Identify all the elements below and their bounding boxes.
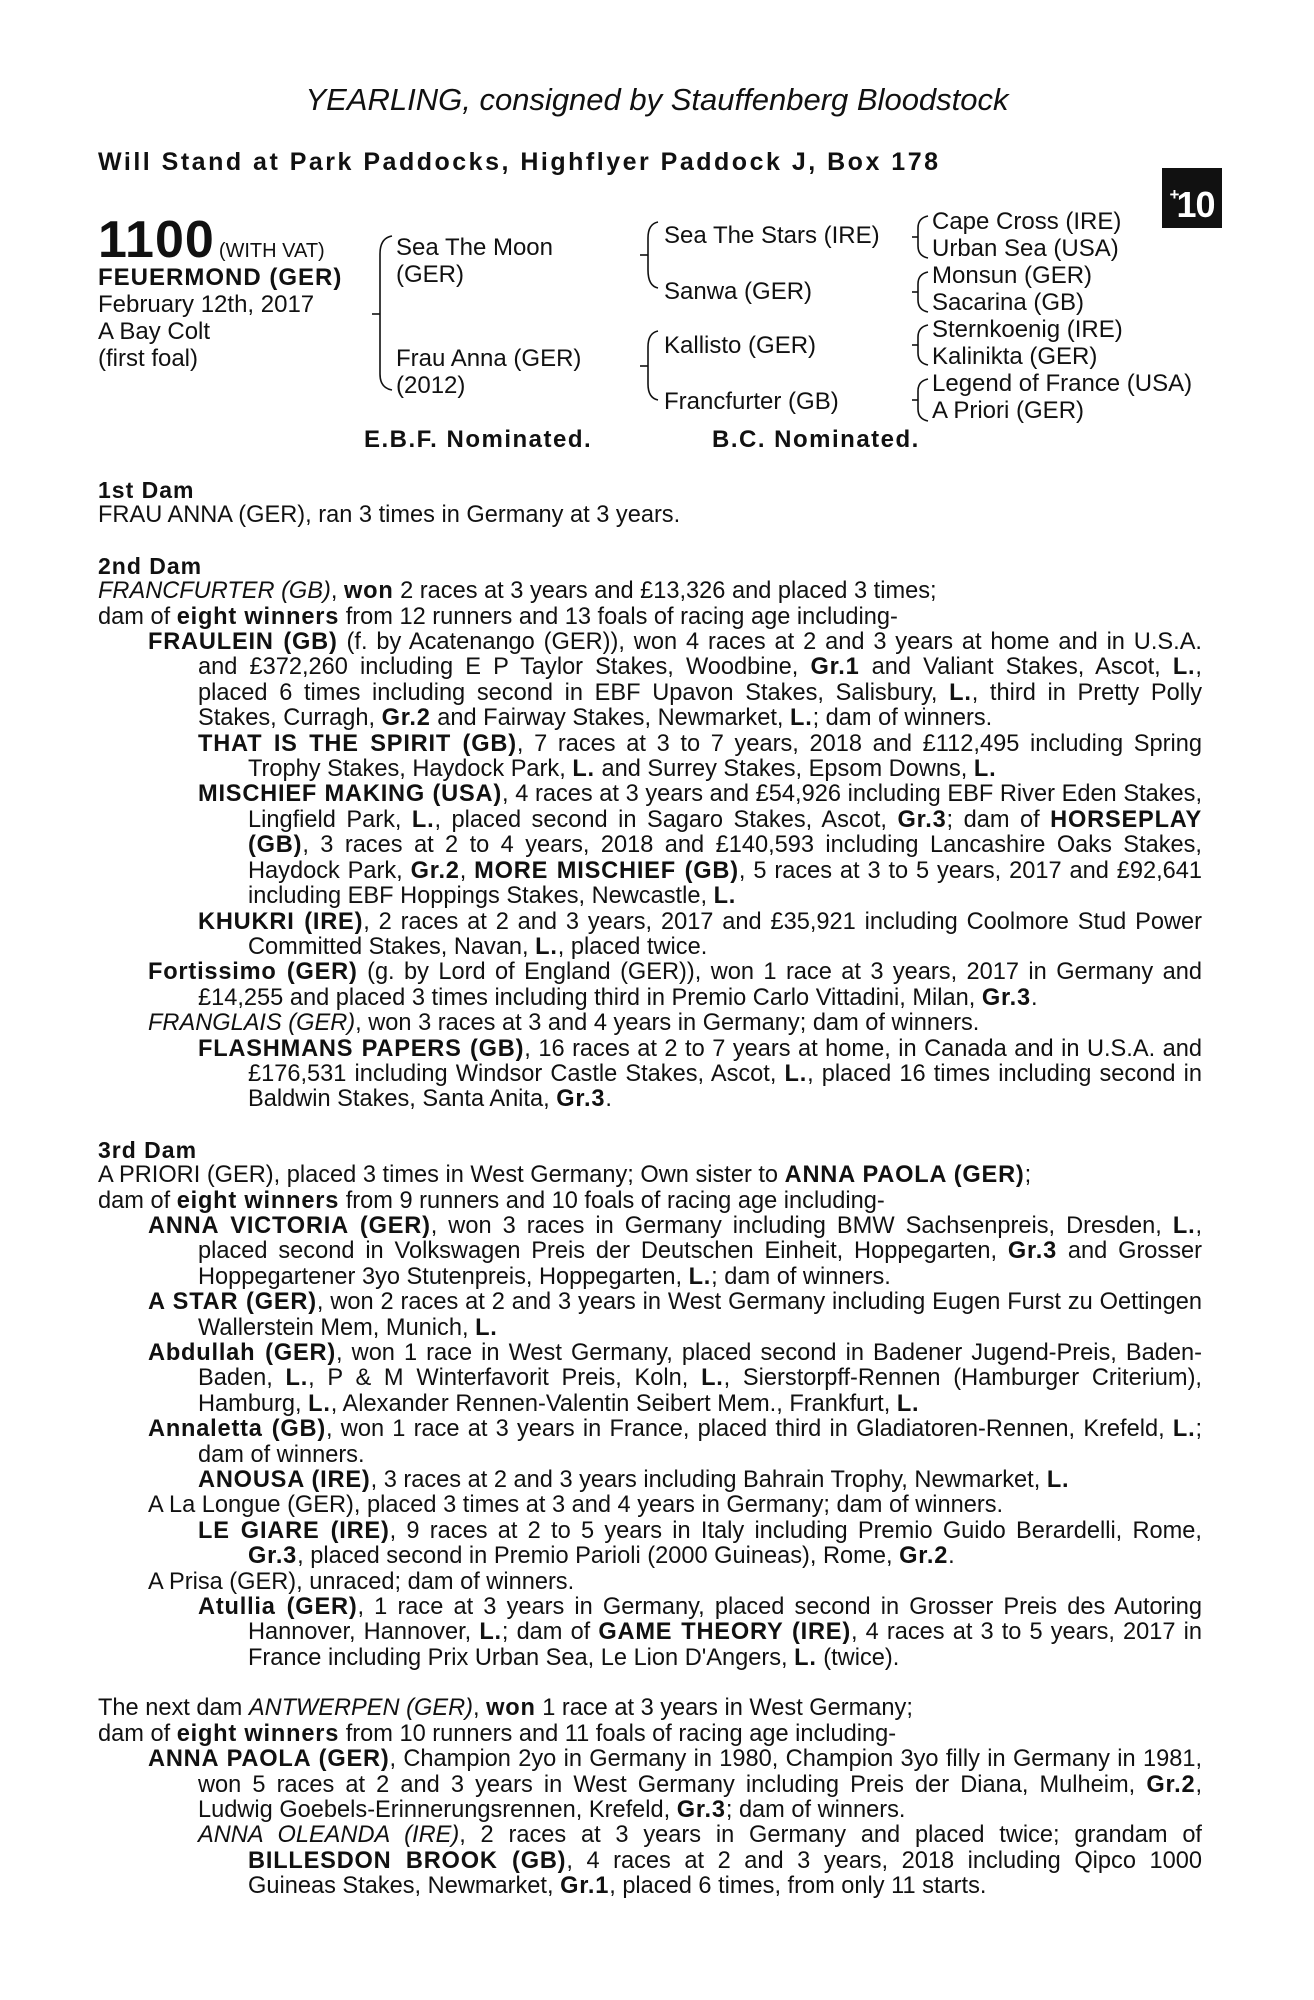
- t: , third in Pretty Polly Stakes, Curragh,: [198, 679, 1202, 732]
- t: , won 3 races in Germany including BMW Sachsenpreis, Dresden,: [430, 1212, 1173, 1239]
- entry-flashmans-papers: [98, 1037, 1202, 1113]
- second-dam-line1: [98, 579, 1202, 604]
- horse-name: ANNA VICTORIA (GER): [148, 1212, 431, 1239]
- sep: ,: [330, 578, 344, 605]
- family-text: [98, 478, 1202, 1900]
- grade: L.: [535, 933, 558, 960]
- grade: Gr.1: [560, 1873, 610, 1900]
- second-dam-heading: 2nd Dam: [98, 552, 203, 579]
- dam-dam: Francfurter (GB): [664, 388, 839, 415]
- t: (f. by Acatenango (GER)), won 4 races at 2 and 3 years at home and in U.S.A. and £372,260 including E P Taylor Stakes, Woodbine,: [198, 629, 1202, 681]
- won-label: won: [486, 1695, 536, 1722]
- horse-name: ANNA PAOLA (GER): [784, 1162, 1025, 1189]
- grade: L.: [285, 1365, 309, 1392]
- record: 2 races at 3 years and £13,326 and placed 3 times;: [393, 578, 937, 605]
- t: , Alexander Rennen-Valentin Seibert Mem., Frankfurt,: [330, 1390, 897, 1417]
- dam-name: Frau Anna (GER): [396, 345, 582, 372]
- t: ; dam of: [501, 1619, 599, 1646]
- entry-fortissimo: [98, 960, 1202, 1011]
- t: , 16 races at 2 to 7 years at home, in Canada and in U.S.A. and £176,531 including Windsor Castle Stakes, Ascot,: [248, 1035, 1202, 1087]
- sire-name: Sea The Moon: [396, 234, 553, 261]
- sire: [396, 234, 553, 288]
- t: , won 2 races at 2 and 3 years in West Germany including Eugen Furst zu Oettingen Wallerstein Mem, Munich,: [198, 1289, 1202, 1341]
- horse-name: FRANGLAIS (GER): [148, 1010, 356, 1037]
- t: from 9 runners and 10 foals of racing age including-: [339, 1187, 885, 1214]
- gen3-1: Cape Cross (IRE): [932, 208, 1122, 235]
- t: , 1 race at 3 years in Germany, placed second in Grosser Preis des Autoring Hannover, Hannover,: [248, 1594, 1202, 1646]
- grade: L.: [1172, 1416, 1196, 1443]
- t: , 4 races at 3 to 5 years, 2017 in France including Prix Urban Sea, Le Lion D'Angers,: [248, 1619, 1203, 1671]
- horse-name: BILLESDON BROOK (GB): [248, 1847, 567, 1874]
- third-dam-line1: [98, 1163, 1202, 1188]
- gen3-3: Monsun (GER): [932, 262, 1093, 289]
- t: , 2 races at 2 and 3 years, 2017 and £35,921 including Coolmore Stud Power Committed Stakes, Navan,: [248, 908, 1202, 960]
- first-dam-text: FRAU ANNA (GER), ran 3 times in Germany at 3 years.: [98, 502, 681, 529]
- horse-name: ANNA PAOLA (GER): [148, 1746, 390, 1773]
- grade: L.: [475, 1314, 498, 1341]
- t: , placed 6 times including second in EBF Upavon Stakes, Salisbury,: [198, 654, 1202, 706]
- horse-name: GAME THEORY (IRE): [598, 1619, 852, 1646]
- gen3-8: A Priori (GER): [932, 397, 1085, 424]
- winners-count: eight winners: [176, 1187, 340, 1214]
- horse-name: Annaletta (GB): [148, 1416, 327, 1443]
- bc-nominated: B.C. Nominated.: [712, 426, 920, 453]
- grade: L.: [701, 1365, 724, 1392]
- horse-name: ANOUSA (IRE): [198, 1467, 371, 1494]
- entry-franglais: [98, 1011, 1202, 1036]
- grade: Gr.2: [899, 1543, 949, 1570]
- horse-name: FRAULEIN (GB): [148, 629, 338, 656]
- horse-name: ANNA OLEANDA (IRE): [198, 1822, 460, 1849]
- horse-name: MORE MISCHIEF (GB): [474, 857, 739, 884]
- grade: L.: [794, 1644, 817, 1671]
- gen3-2: Urban Sea (USA): [932, 235, 1119, 262]
- horse-name: FEUERMOND (GER): [98, 264, 343, 291]
- horse-name: ANTWERPEN (GER): [248, 1695, 473, 1722]
- entry-anna-victoria: [98, 1214, 1202, 1290]
- horse-name: Atullia (GER): [198, 1594, 358, 1621]
- grade: Gr.2: [381, 705, 431, 732]
- t: ;: [1024, 1162, 1032, 1189]
- horse-name: THAT IS THE SPIRIT (GB): [198, 730, 517, 757]
- t: , placed second in Volkswagen Preis der Deutschen Einheit, Hoppegarten,: [198, 1212, 1202, 1265]
- grade: L.: [784, 1060, 808, 1087]
- entry-a-prisa: A Prisa (GER), unraced; dam of winners.: [148, 1568, 575, 1595]
- t: and Surrey Stakes, Epsom Downs,: [594, 756, 974, 783]
- entry-that-is-the-spirit: [98, 732, 1202, 783]
- second-dam-line2: [98, 605, 1202, 630]
- stand-location: Will Stand at Park Paddocks, Highflyer Paddock J, Box 178: [98, 148, 941, 176]
- t: , 4 races at 2 and 3 years, 2018 including Qipco 1000 Guineas Stakes, Newmarket,: [248, 1847, 1202, 1900]
- first-dam-heading: 1st Dam: [98, 477, 195, 503]
- t: , 7 races at 3 to 7 years, 2018 and £112,495 including Spring Trophy Stakes, Haydock Park,: [248, 730, 1203, 783]
- t: (twice).: [816, 1644, 900, 1671]
- grade: L.: [1172, 1212, 1196, 1239]
- grade: Gr.3: [1007, 1238, 1058, 1265]
- t: , 3 races at 2 and 3 years including Bahrain Trophy, Newmarket,: [370, 1467, 1047, 1494]
- t: (g. by Lord of England (GER)), won 1 race at 3 years, 2017 in Germany and £14,255 and placed 3 times including third in Premio Carlo Vittadini, Milan,: [198, 959, 1202, 1011]
- entry-anousa: [98, 1468, 1202, 1493]
- won-label: won: [344, 578, 394, 605]
- entry-a-star: [98, 1290, 1202, 1341]
- t: .: [605, 1086, 612, 1113]
- horse-name: KHUKRI (IRE): [198, 908, 364, 935]
- grade: Gr.3: [676, 1796, 726, 1823]
- gen3-7: Legend of France (USA): [932, 370, 1193, 397]
- dam-name: FRANCFURTER (GB): [98, 578, 331, 605]
- t: ; dam of winners.: [198, 1416, 1202, 1468]
- gen3-5: Sternkoenig (IRE): [932, 316, 1123, 343]
- t: ; dam of winners.: [725, 1796, 906, 1823]
- t: dam of: [98, 603, 177, 630]
- t: and Valiant Stakes, Ascot,: [859, 654, 1173, 681]
- grade: L.: [479, 1619, 502, 1646]
- next-dam-line1: [98, 1696, 1202, 1721]
- entry-abdullah: [98, 1341, 1202, 1417]
- t: , 4 races at 3 years and £54,926 including EBF River Eden Stakes, Lingfield Park,: [248, 781, 1203, 833]
- grade: L.: [411, 806, 435, 833]
- t: dam of: [98, 1720, 177, 1747]
- horse-name: MISCHIEF MAKING (USA): [198, 781, 503, 808]
- lot-number: 1100: [98, 211, 215, 269]
- t: and Fairway Stakes, Newmarket,: [430, 705, 790, 732]
- page-title: YEARLING, consigned by Stauffenberg Bloodstock: [305, 82, 1009, 117]
- entry-a-la-longue: A La Longue (GER), placed 3 times at 3 and 4 years in Germany; dam of winners.: [148, 1492, 1004, 1519]
- t: ; dam of: [946, 806, 1051, 833]
- t: ; dam of winners.: [711, 1263, 891, 1290]
- grade: L.: [973, 756, 997, 783]
- t: .: [948, 1543, 955, 1570]
- third-dam-line2: [98, 1189, 1202, 1214]
- gen3-ancestors: [932, 208, 1192, 424]
- t: The next dam: [98, 1695, 249, 1722]
- t: 1 race at 3 years in West Germany;: [535, 1695, 913, 1722]
- t: , placed twice.: [557, 933, 708, 960]
- t: , Ludwig Goebels-Erinnerungsrennen, Krefeld,: [198, 1771, 1202, 1823]
- badge-plus: +: [1169, 185, 1179, 204]
- t: , P & M Winterfavorit Preis, Koln,: [308, 1365, 702, 1392]
- t: , won 3 races at 3 and 4 years in Germany; dam of winners.: [355, 1010, 980, 1037]
- horse-name: LE GIARE (IRE): [198, 1517, 390, 1544]
- t: , placed second in Sagaro Stakes, Ascot,: [434, 806, 898, 833]
- entry-fraulein: [98, 630, 1202, 732]
- winners-count: eight winners: [176, 1720, 340, 1747]
- grade: L.: [713, 883, 737, 910]
- grade: L.: [949, 679, 972, 706]
- grade: L.: [1172, 654, 1196, 681]
- t: , 2 races at 3 years in Germany and placed twice; grandam of: [459, 1822, 1202, 1849]
- grade: Gr.3: [897, 806, 947, 833]
- grade: Gr.1: [810, 654, 860, 681]
- grade: L.: [308, 1390, 331, 1417]
- horse-name: A STAR (GER): [148, 1289, 317, 1316]
- horse-name: Abdullah (GER): [148, 1340, 337, 1366]
- entry-atullia: [98, 1595, 1202, 1671]
- sire-dam: Sanwa (GER): [664, 278, 813, 305]
- horse-name: Fortissimo (GER): [148, 959, 358, 986]
- t: , placed 16 times including second in Baldwin Stakes, Santa Anita,: [248, 1060, 1202, 1113]
- t: ,: [459, 857, 475, 884]
- horse-name: FLASHMANS PAPERS (GB): [198, 1035, 525, 1062]
- entry-anna-paola: [98, 1747, 1202, 1823]
- t: , placed second in Premio Parioli (2000 Guineas), Rome,: [297, 1543, 900, 1570]
- t: A PRIORI (GER), placed 3 times in West Germany; Own sister to: [98, 1162, 785, 1189]
- t: , won 1 race in West Germany, placed second in Badener Jugend-Preis, Baden-Baden,: [198, 1340, 1202, 1392]
- vat-note: (WITH VAT): [218, 240, 325, 262]
- next-dam-line2: [98, 1722, 1202, 1747]
- t: , placed 6 times, from only 11 starts.: [609, 1873, 987, 1900]
- horse-name: HORSEPLAY (GB): [248, 806, 1202, 859]
- dam-sire: Kallisto (GER): [664, 332, 817, 359]
- t: ; dam of winners.: [812, 705, 993, 732]
- t: , won 1 race at 3 years in France, placed third in Gladiatoren-Rennen, Krefeld,: [326, 1416, 1173, 1443]
- third-dam-heading: 3rd Dam: [98, 1136, 198, 1163]
- entry-khukri: [98, 910, 1202, 961]
- t: and Grosser Hoppegartener 3yo Stutenpreis, Hoppegarten,: [198, 1238, 1202, 1290]
- t: from 10 runners and 11 foals of racing age including-: [339, 1720, 897, 1747]
- grade: Gr.2: [410, 857, 460, 884]
- entry-le-giare: [98, 1519, 1202, 1570]
- grade: Gr.3: [556, 1086, 606, 1113]
- grade: L.: [1046, 1467, 1070, 1494]
- grade: L.: [896, 1390, 920, 1417]
- sire-sire: Sea The Stars (IRE): [664, 222, 880, 249]
- entry-anna-oleanda: [98, 1823, 1202, 1899]
- entry-mischief-making: [98, 782, 1202, 909]
- t: , 9 races at 2 to 5 years in Italy including Premio Guido Berardelli, Rome,: [389, 1517, 1202, 1544]
- t: , Sierstorpff-Rennen (Hamburger Criterium), Hamburg,: [198, 1365, 1202, 1417]
- ebf-nominated: E.B.F. Nominated.: [364, 426, 593, 453]
- grade: L.: [789, 705, 813, 732]
- t: .: [1030, 984, 1038, 1011]
- grade: Gr.2: [1146, 1771, 1196, 1798]
- gen3-4: Sacarina (GB): [932, 289, 1085, 316]
- badge-number: 10: [1176, 184, 1215, 225]
- t: , Champion 2yo in Germany in 1980, Champion 3yo filly in Germany in 1981, won 5 races at 2 and 3 years in West Germany including Preis der Diana, Mulheim,: [198, 1746, 1203, 1798]
- dam-year: (2012): [396, 372, 466, 399]
- t: ,: [472, 1695, 487, 1722]
- gen3-6: Kalinikta (GER): [932, 343, 1098, 370]
- grade: Gr.3: [248, 1543, 298, 1570]
- foaling-date: February 12th, 2017: [98, 291, 315, 318]
- grade: Gr.3: [981, 984, 1031, 1011]
- dam: [396, 345, 581, 399]
- foal-note: (first foal): [98, 345, 199, 372]
- grade: L.: [572, 756, 595, 783]
- grade: L.: [688, 1263, 712, 1290]
- winners-count: eight winners: [176, 603, 340, 630]
- t: , 3 races at 2 to 4 years, 2018 and £140,593 including Lancashire Oaks Stakes, Haydock Park,: [248, 832, 1202, 884]
- t: , 5 races at 3 to 5 years, 2017 and £92,641 including EBF Hoppings Stakes, Newcastle,: [248, 857, 1202, 910]
- t: dam of: [98, 1187, 177, 1214]
- sire-origin: (GER): [396, 261, 464, 288]
- t: from 12 runners and 13 foals of racing age including-: [339, 603, 898, 630]
- entry-annaletta: [98, 1417, 1202, 1468]
- horse-description: A Bay Colt: [98, 318, 211, 345]
